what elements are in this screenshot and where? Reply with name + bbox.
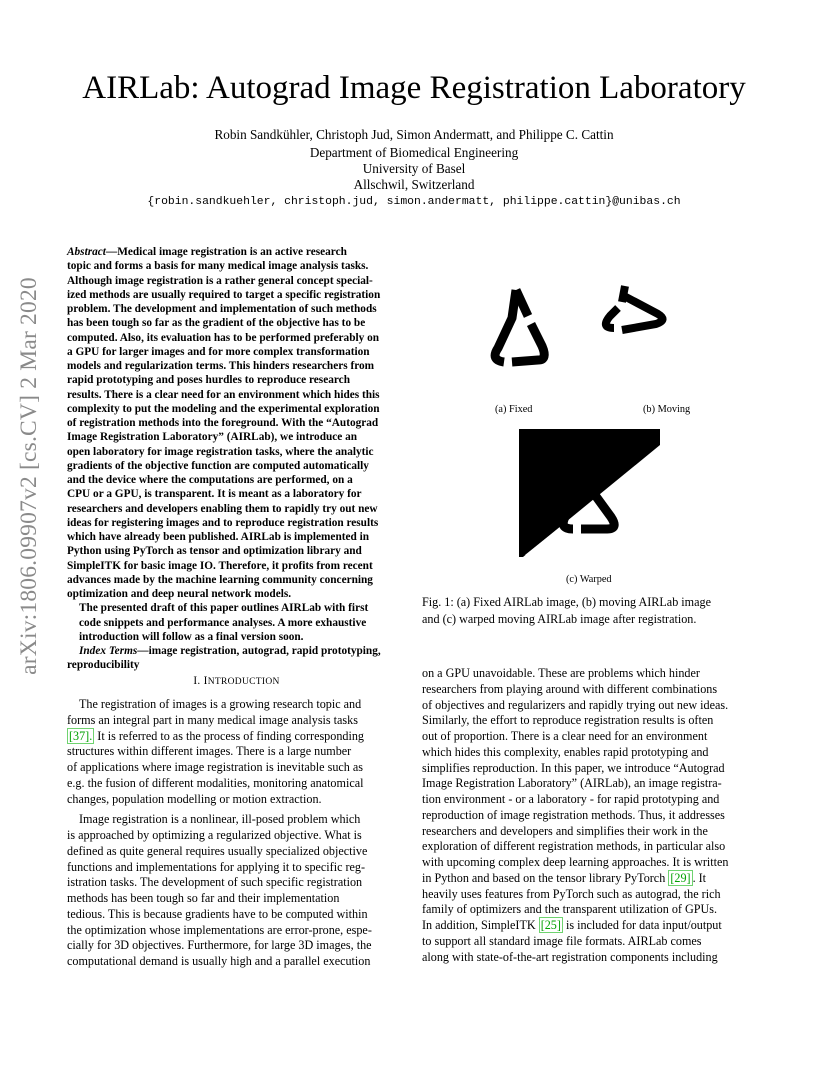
intro-column-left — [67, 697, 406, 970]
intro-line: to support all standard image file formats. AIRLab comes — [422, 933, 702, 948]
text-line: structures within different images. There is a large number — [67, 744, 352, 759]
text-line: code snippets and performance analyses. A more exhaustive — [79, 616, 367, 629]
intro-line: along with state-of-the-art registration components including — [422, 949, 718, 964]
text-line: exploration of different registration methods, in particular also — [422, 839, 726, 854]
text-line: computed. Also, its evaluation has to be performed preferably on — [67, 331, 380, 344]
text-line: results. There is a clear need for an environment which hides this — [67, 388, 380, 401]
text-line: which have already been published. AIRLab is implemented in — [67, 531, 370, 543]
paper-title: AIRLab: Autograd Image Registration Laboratory — [82, 70, 746, 106]
text-line: cially for 3D objectives. Furthermore, for large 3D images, the — [67, 938, 372, 953]
caption-line: Fig. 1: (a) Fixed AIRLab image, (b) moving AIRLab image — [422, 595, 711, 609]
text-line: SimpleITK for basic image IO. Therefore, it profits from recent — [67, 559, 373, 572]
citation-25[interactable]: [25] — [540, 918, 561, 932]
text-line: Although image registration is a rather general concept special- — [67, 274, 373, 287]
section-number: I. — [193, 675, 204, 687]
text-line: simplifies reproduction. In this paper, we introduce “Autograd — [422, 760, 725, 775]
text-line: optimization and deep neural network models. — [67, 588, 292, 600]
text-line: of objectives and regularizers and rapidly trying out new ideas. — [422, 697, 729, 712]
text-line: which hides this complexity, enables rapid prototyping and — [422, 744, 709, 759]
abstract-line: —Medical image registration is an active research — [105, 246, 347, 258]
text-line: of applications where image registration is inevitable such as — [67, 760, 364, 774]
text-line: out of proportion. There is a clear need for an environment — [422, 729, 708, 743]
text-line: Image Registration Laboratory” (AIRLab), an image registra- — [422, 776, 722, 791]
intro-column-right — [422, 666, 762, 965]
text-line: models and regularization terms. This hinders researchers from — [67, 360, 375, 372]
abstract-label: Abstract — [67, 246, 106, 258]
text-line: and the device where the computations are performed, on a — [67, 474, 353, 486]
text-line: ideas for registering images and to reproduce registration results — [67, 516, 379, 529]
text-line: gradients of the objective function are computed automatically — [67, 459, 369, 472]
subfigure-label-a: (a) Fixed — [495, 404, 533, 415]
abstract — [67, 245, 406, 673]
text-line: a GPU for larger images and for more complex transformation — [67, 345, 370, 358]
intro-line: family of optimizers and the transparent utilization of GPUs. — [422, 902, 718, 917]
intro-line: heavily uses features from PyTorch such as autograd, the rich — [422, 886, 721, 901]
index-terms-line: —image registration, autograd, rapid prototyping, — [137, 645, 381, 657]
intro-line: The registration of images is a growing research topic and — [79, 697, 362, 711]
text-line: e.g. the fusion of different modalities, monitoring anatomical — [67, 775, 364, 790]
intro-line: forms an integral part in many medical image analysis tasks — [67, 712, 358, 727]
text-line: ized methods are usually required to target a specific registration — [67, 288, 381, 301]
affiliation-city: Allschwil, Switzerland — [353, 177, 475, 192]
text-line: Image registration is a nonlinear, ill-posed problem which — [79, 812, 361, 827]
text-line: changes, population modelling or motion extraction. — [67, 791, 322, 806]
fixed-airlab-shape — [495, 290, 544, 362]
text-line: problem. The development and implementation of such methods — [67, 303, 377, 315]
affiliation-university: University of Basel — [362, 161, 466, 176]
text-line: researchers and developers and simplifies their work in the — [422, 823, 708, 838]
text-line: defined as quite general requires usually specialized objective — [67, 843, 368, 858]
figure-fixed-and-moving — [490, 282, 720, 372]
citation-29[interactable]: [29] — [670, 870, 691, 885]
text-line: open laboratory for image registration tasks, where the analytic — [67, 445, 374, 458]
text-line: advances made by the machine learning community concerning — [67, 573, 373, 586]
text-line: has been tough so far as the gradient of the objective has to be — [67, 317, 366, 330]
caption-line: and (c) warped moving AIRLab image after registration. — [422, 612, 697, 626]
text-line: The presented draft of this paper outlines AIRLab with first — [79, 602, 369, 615]
text-line: of registration methods into the foreground. With the “Autograd — [67, 417, 379, 429]
index-terms-label: Index Terms — [79, 645, 138, 657]
text-line: researchers from playing around with different combinations — [422, 681, 718, 696]
text-line: computational demand is usually high and a parallel execution — [67, 954, 371, 968]
text-line: topic and forms a basis for many medical image analysis tasks. — [67, 260, 369, 273]
text-line: with upcoming complex deep learning approaches. It is written — [422, 855, 729, 869]
text-line: tedious. This is because gradients have to be computed within — [67, 906, 368, 921]
figure-warped — [519, 429, 660, 557]
text-line: CPU or a GPU, is transparent. It is meant as a laboratory for — [67, 488, 362, 501]
text-line: methods has been tough so far and their implementation — [67, 891, 340, 905]
author-emails: {robin.sandkuehler, christoph.jud, simon.andermatt, philippe.cattin}@unibas.ch — [147, 196, 681, 208]
text-line: tion environment - or a laboratory - for rapid prototyping and — [422, 792, 720, 806]
citation-37[interactable]: [37]. — [69, 728, 93, 743]
text-line: Similarly, the effort to reproduce registration results is often — [422, 713, 714, 728]
text-line: complexity to put the modeling and the experimental exploration — [67, 402, 380, 415]
figure-caption — [422, 594, 762, 628]
subfigure-label-b: (b) Moving — [643, 404, 691, 415]
intro-line: in Python and based on the tensor library PyTorch [29] . It — [422, 870, 707, 885]
text-line: is approached by optimizing a regularized objective. What is — [67, 828, 362, 842]
affiliation-dept: Department of Biomedical Engineering — [309, 145, 519, 160]
text-line: researchers and developers enabling them to rapidly try out new — [67, 502, 378, 515]
text-line: Image Registration Laboratory” (AIRLab), we introduce an — [67, 431, 358, 444]
text-line: the optimization whose implementations are error-prone, espe- — [67, 922, 372, 937]
text-line: functions and implementations for applying it to specific reg- — [67, 859, 366, 874]
intro-line: [37]. It is referred to as the process of finding corresponding — [69, 728, 364, 743]
arxiv-stamp: arXiv:1806.09907v2 [cs.CV] 2 Mar 2020 — [16, 277, 42, 675]
section-heading — [67, 675, 406, 687]
intro-line: In addition, SimpleITK [25] is included for data input/output — [422, 918, 722, 932]
text-line: reproduction of image registration methods. Thus, it addresses — [422, 807, 725, 822]
text-line: istration tasks. The development of such specific registration — [67, 875, 363, 890]
text-line: introduction will follow as a final version soon. — [79, 630, 304, 643]
section-first-letter: I — [203, 675, 208, 687]
text-line: on a GPU unavoidable. These are problems which hinder — [422, 666, 700, 680]
index-terms-line: reproducibility — [67, 659, 140, 672]
authors: Robin Sandkühler, Christoph Jud, Simon Andermatt, and Philippe C. Cattin — [214, 127, 614, 142]
subfigure-label-c: (c) Warped — [566, 574, 612, 585]
moving-airlab-shape — [606, 286, 663, 330]
text-line: rapid prototyping and poses hurdles to reproduce research — [67, 374, 350, 387]
text-line: Python using PyTorch as tensor and optimization library and — [67, 545, 362, 558]
section-rest: NTRODUCTION — [207, 677, 280, 687]
